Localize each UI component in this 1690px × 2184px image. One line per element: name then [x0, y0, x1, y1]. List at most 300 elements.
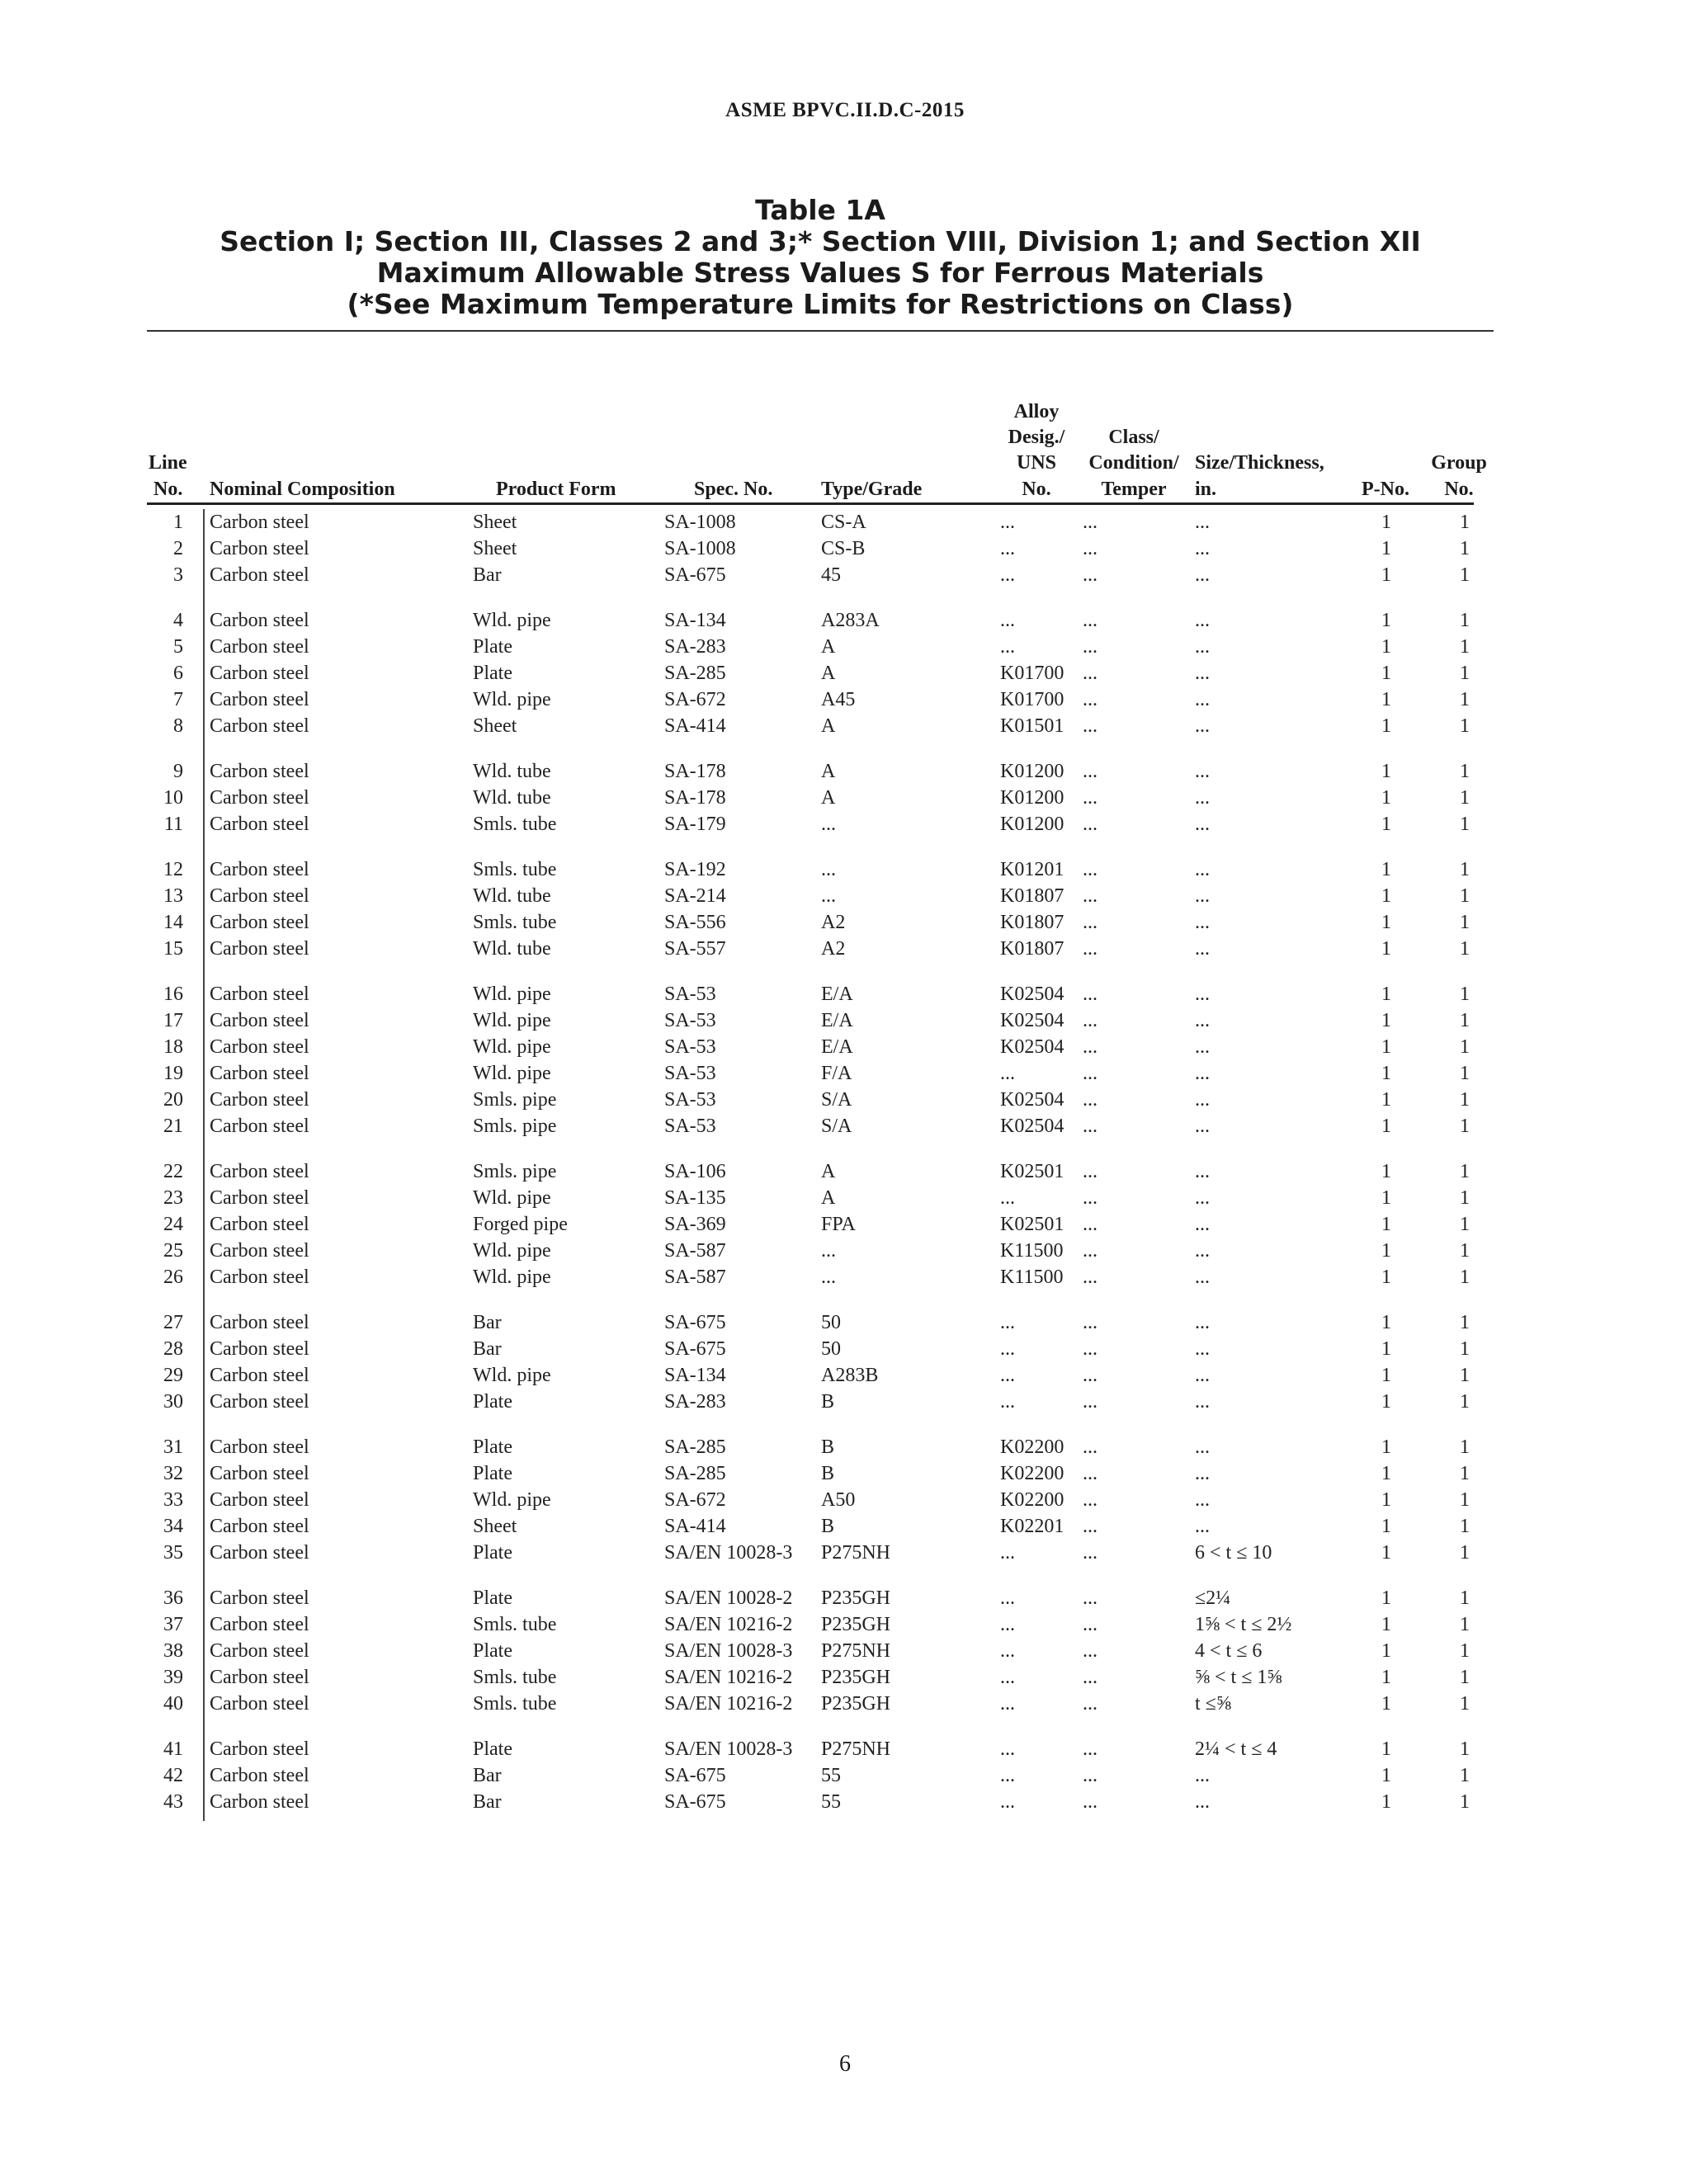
table-row	[0, 538, 1690, 564]
table-cell-p-no: 1	[1381, 1614, 1391, 1635]
table-cell-class: ...	[1083, 1587, 1098, 1609]
table-cell-uns-no: K02504	[1000, 1116, 1065, 1137]
table-row	[0, 1391, 1690, 1417]
table-cell-spec-no: SA-587	[664, 1240, 726, 1262]
table-cell-p-no: 1	[1381, 1463, 1391, 1484]
table-cell-class: ...	[1083, 1667, 1098, 1688]
table-cell-spec-no: SA-557	[664, 938, 726, 960]
table-cell-group-no: 1	[1460, 636, 1470, 658]
table-cell-size-thickness: ...	[1195, 715, 1210, 737]
table-cell-line-no: 1	[173, 512, 183, 533]
table-cell-composition: Carbon steel	[210, 1489, 309, 1511]
table-cell-line-no: 7	[173, 689, 183, 710]
table-row	[0, 1214, 1690, 1240]
table-cell-type-grade: P275NH	[821, 1640, 891, 1662]
table-cell-size-thickness: ...	[1195, 1214, 1210, 1235]
table-cell-p-no: 1	[1381, 1063, 1391, 1084]
table-cell-line-no: 15	[163, 938, 183, 960]
table-cell-uns-no: ...	[1000, 1063, 1015, 1084]
table-cell-uns-no: K02200	[1000, 1436, 1065, 1458]
table-cell-line-no: 39	[163, 1667, 183, 1688]
table-title-line-2: Section I; Section III, Classes 2 and 3;* Section VIII, Division 1; and Section XII	[220, 225, 1421, 257]
table-cell-product-form: Wld. pipe	[473, 689, 551, 710]
table-cell-size-thickness: ...	[1195, 1312, 1210, 1333]
table-cell-size-thickness: ...	[1195, 1161, 1210, 1182]
table-cell-class: ...	[1083, 1267, 1098, 1288]
table-cell-class: ...	[1083, 787, 1098, 809]
table-cell-spec-no: SA-283	[664, 1391, 726, 1413]
table-cell-group-no: 1	[1460, 1587, 1470, 1609]
table-cell-group-no: 1	[1460, 663, 1470, 684]
title-rule	[147, 330, 1494, 332]
table-cell-type-grade: ...	[821, 859, 836, 880]
table-cell-group-no: 1	[1460, 1489, 1470, 1511]
table-cell-group-no: 1	[1460, 885, 1470, 907]
table-cell-class: ...	[1083, 885, 1098, 907]
table-cell-spec-no: SA-53	[664, 1116, 716, 1137]
table-cell-p-no: 1	[1381, 715, 1391, 737]
table-cell-composition: Carbon steel	[210, 636, 309, 658]
col-header-class-2: Condition/	[1088, 452, 1179, 474]
table-cell-class: ...	[1083, 538, 1098, 559]
table-cell-spec-no: SA-675	[664, 1312, 726, 1333]
table-cell-spec-no: SA/EN 10216-2	[664, 1614, 793, 1635]
table-cell-composition: Carbon steel	[210, 663, 309, 684]
table-cell-composition: Carbon steel	[210, 885, 309, 907]
table-cell-group-no: 1	[1460, 1161, 1470, 1182]
table-cell-spec-no: SA-285	[664, 663, 726, 684]
table-cell-size-thickness: ...	[1195, 1338, 1210, 1360]
table-cell-size-thickness: ...	[1195, 1765, 1210, 1786]
table-cell-spec-no: SA-672	[664, 1489, 726, 1511]
table-cell-type-grade: A283A	[821, 610, 880, 631]
table-cell-composition: Carbon steel	[210, 1240, 309, 1262]
table-cell-p-no: 1	[1381, 984, 1391, 1005]
table-row	[0, 814, 1690, 840]
table-cell-uns-no: K02504	[1000, 984, 1065, 1005]
col-header-alloy-1: Alloy	[1013, 401, 1060, 422]
table-cell-group-no: 1	[1460, 1463, 1470, 1484]
table-cell-line-no: 13	[163, 885, 183, 907]
table-cell-class: ...	[1083, 1489, 1098, 1511]
table-cell-product-form: Bar	[473, 1765, 502, 1786]
table-row	[0, 912, 1690, 938]
table-cell-composition: Carbon steel	[210, 538, 309, 559]
table-cell-class: ...	[1083, 663, 1098, 684]
table-cell-p-no: 1	[1381, 689, 1391, 710]
table-cell-size-thickness: ...	[1195, 1463, 1210, 1484]
table-cell-line-no: 21	[163, 1116, 183, 1137]
table-cell-size-thickness: ...	[1195, 1791, 1210, 1813]
table-cell-spec-no: SA-283	[664, 636, 726, 658]
table-cell-product-form: Smls. tube	[473, 1693, 557, 1715]
table-cell-size-thickness: 6 < t ≤ 10	[1195, 1542, 1272, 1564]
table-cell-product-form: Wld. tube	[473, 761, 551, 782]
table-row	[0, 1187, 1690, 1214]
table-cell-group-no: 1	[1460, 1214, 1470, 1235]
table-cell-type-grade: B	[821, 1436, 835, 1458]
table-cell-size-thickness: ...	[1195, 512, 1210, 533]
table-row	[0, 715, 1690, 742]
table-row	[0, 1063, 1690, 1089]
table-cell-p-no: 1	[1381, 1338, 1391, 1360]
table-cell-p-no: 1	[1381, 1436, 1391, 1458]
table-cell-composition: Carbon steel	[210, 787, 309, 809]
table-cell-uns-no: ...	[1000, 1542, 1015, 1564]
table-cell-line-no: 8	[173, 715, 183, 737]
table-row	[0, 1463, 1690, 1489]
table-cell-spec-no: SA/EN 10028-3	[664, 1542, 793, 1564]
table-row	[0, 859, 1690, 885]
table-cell-type-grade: B	[821, 1391, 835, 1413]
table-cell-spec-no: SA-1008	[664, 512, 736, 533]
table-cell-group-no: 1	[1460, 938, 1470, 960]
running-header: ASME BPVC.II.D.C-2015	[725, 99, 965, 121]
table-cell-size-thickness: ...	[1195, 912, 1210, 933]
table-cell-product-form: Smls. tube	[473, 859, 557, 880]
table-cell-class: ...	[1083, 814, 1098, 835]
table-cell-line-no: 6	[173, 663, 183, 684]
table-cell-p-no: 1	[1381, 1240, 1391, 1262]
table-cell-product-form: Wld. tube	[473, 787, 551, 809]
table-cell-size-thickness: 4 < t ≤ 6	[1195, 1640, 1263, 1662]
table-cell-product-form: Plate	[473, 663, 512, 684]
table-cell-class: ...	[1083, 859, 1098, 880]
table-cell-product-form: Smls. pipe	[473, 1116, 557, 1137]
table-cell-composition: Carbon steel	[210, 1436, 309, 1458]
table-cell-type-grade: A	[821, 636, 836, 658]
table-cell-spec-no: SA-53	[664, 984, 716, 1005]
table-cell-group-no: 1	[1460, 1614, 1470, 1635]
table-cell-type-grade: P235GH	[821, 1693, 891, 1715]
table-cell-spec-no: SA-1008	[664, 538, 736, 559]
table-cell-uns-no: K02504	[1000, 1010, 1065, 1031]
table-row	[0, 1338, 1690, 1365]
table-row	[0, 1240, 1690, 1267]
table-cell-product-form: Plate	[473, 1463, 512, 1484]
col-header-type-grade: Type/Grade	[821, 479, 923, 500]
table-cell-group-no: 1	[1460, 814, 1470, 835]
col-header-size-2: in.	[1195, 479, 1217, 500]
table-cell-class: ...	[1083, 512, 1098, 533]
table-row	[0, 1010, 1690, 1036]
table-cell-class: ...	[1083, 1614, 1098, 1635]
table-cell-size-thickness: ≤2¼	[1195, 1587, 1231, 1609]
table-cell-product-form: Bar	[473, 1338, 502, 1360]
table-cell-composition: Carbon steel	[210, 1516, 309, 1537]
table-row	[0, 1161, 1690, 1187]
table-row	[0, 1640, 1690, 1667]
table-row	[0, 984, 1690, 1010]
table-cell-type-grade: CS-A	[821, 512, 866, 533]
table-row	[0, 689, 1690, 715]
col-header-p-no: P-No.	[1362, 479, 1409, 500]
table-cell-line-no: 32	[163, 1463, 183, 1484]
table-cell-class: ...	[1083, 1765, 1098, 1786]
table-cell-product-form: Plate	[473, 1391, 512, 1413]
col-header-class-1: Class/	[1108, 427, 1159, 448]
table-cell-line-no: 9	[173, 761, 183, 782]
table-cell-type-grade: P235GH	[821, 1587, 891, 1609]
table-cell-line-no: 25	[163, 1240, 183, 1262]
table-cell-type-grade: 50	[821, 1312, 841, 1333]
table-cell-class: ...	[1083, 1463, 1098, 1484]
table-cell-group-no: 1	[1460, 1693, 1470, 1715]
table-cell-product-form: Smls. pipe	[473, 1161, 557, 1182]
table-cell-class: ...	[1083, 984, 1098, 1005]
table-cell-type-grade: A45	[821, 689, 856, 710]
table-cell-spec-no: SA-556	[664, 912, 726, 933]
table-cell-group-no: 1	[1460, 610, 1470, 631]
table-cell-size-thickness: 2¼ < t ≤ 4	[1195, 1738, 1277, 1760]
table-cell-spec-no: SA/EN 10028-3	[664, 1738, 793, 1760]
table-cell-composition: Carbon steel	[210, 1365, 309, 1386]
table-cell-composition: Carbon steel	[210, 1542, 309, 1564]
table-cell-composition: Carbon steel	[210, 1036, 309, 1058]
table-cell-spec-no: SA-675	[664, 564, 726, 586]
table-cell-size-thickness: ...	[1195, 761, 1210, 782]
table-cell-class: ...	[1083, 715, 1098, 737]
table-cell-product-form: Wld. pipe	[473, 984, 551, 1005]
table-cell-p-no: 1	[1381, 885, 1391, 907]
table-cell-product-form: Wld. pipe	[473, 1010, 551, 1031]
table-cell-size-thickness: ...	[1195, 1436, 1210, 1458]
table-cell-type-grade: FPA	[821, 1214, 856, 1235]
table-cell-p-no: 1	[1381, 787, 1391, 809]
table-cell-product-form: Bar	[473, 1312, 502, 1333]
table-cell-group-no: 1	[1460, 1312, 1470, 1333]
table-cell-line-no: 26	[163, 1267, 183, 1288]
table-row	[0, 1489, 1690, 1516]
col-header-line-no-1: Line	[149, 452, 187, 474]
table-cell-group-no: 1	[1460, 689, 1470, 710]
table-cell-product-form: Sheet	[473, 715, 517, 737]
table-cell-spec-no: SA-192	[664, 859, 726, 880]
table-cell-spec-no: SA-587	[664, 1267, 726, 1288]
table-title-line-3: Maximum Allowable Stress Values S for Ferrous Materials	[376, 257, 1264, 289]
table-cell-composition: Carbon steel	[210, 1791, 309, 1813]
table-cell-line-no: 2	[173, 538, 183, 559]
table-cell-type-grade: 50	[821, 1338, 841, 1360]
table-cell-spec-no: SA/EN 10028-3	[664, 1640, 793, 1662]
table-cell-p-no: 1	[1381, 1693, 1391, 1715]
table-cell-line-no: 31	[163, 1436, 183, 1458]
table-cell-p-no: 1	[1381, 1738, 1391, 1760]
table-cell-spec-no: SA-178	[664, 787, 726, 809]
table-cell-product-form: Sheet	[473, 538, 517, 559]
table-cell-composition: Carbon steel	[210, 1187, 309, 1209]
table-cell-line-no: 20	[163, 1089, 183, 1111]
page-number: 6	[839, 2051, 851, 2077]
table-cell-group-no: 1	[1460, 1338, 1470, 1360]
table-cell-type-grade: S/A	[821, 1116, 852, 1137]
table-cell-size-thickness: ...	[1195, 1365, 1210, 1386]
table-cell-p-no: 1	[1381, 1267, 1391, 1288]
table-cell-composition: Carbon steel	[210, 1463, 309, 1484]
table-cell-spec-no: SA-285	[664, 1463, 726, 1484]
table-cell-uns-no: K02504	[1000, 1036, 1065, 1058]
table-cell-uns-no: K02501	[1000, 1214, 1065, 1235]
table-row	[0, 636, 1690, 663]
table-cell-spec-no: SA-134	[664, 610, 726, 631]
table-cell-uns-no: K02504	[1000, 1089, 1065, 1111]
table-cell-line-no: 19	[163, 1063, 183, 1084]
table-cell-product-form: Plate	[473, 1587, 512, 1609]
table-cell-product-form: Smls. tube	[473, 1614, 557, 1635]
table-cell-type-grade: A50	[821, 1489, 856, 1511]
table-cell-line-no: 18	[163, 1036, 183, 1058]
table-cell-product-form: Plate	[473, 1738, 512, 1760]
table-cell-product-form: Wld. pipe	[473, 1036, 551, 1058]
table-cell-p-no: 1	[1381, 1312, 1391, 1333]
table-cell-spec-no: SA-414	[664, 715, 726, 737]
table-cell-uns-no: ...	[1000, 1693, 1015, 1715]
table-cell-class: ...	[1083, 1063, 1098, 1084]
table-cell-product-form: Plate	[473, 636, 512, 658]
table-cell-type-grade: E/A	[821, 1010, 853, 1031]
header-rule	[147, 502, 1474, 505]
table-cell-composition: Carbon steel	[210, 1010, 309, 1031]
table-cell-product-form: Wld. pipe	[473, 610, 551, 631]
table-cell-size-thickness: ...	[1195, 1391, 1210, 1413]
table-cell-size-thickness: ⅝ < t ≤ 1⅝	[1195, 1667, 1282, 1688]
col-header-alloy-4: No.	[1022, 479, 1051, 500]
table-cell-type-grade: P275NH	[821, 1738, 891, 1760]
table-cell-product-form: Forged pipe	[473, 1214, 568, 1235]
table-cell-product-form: Plate	[473, 1542, 512, 1564]
table-cell-group-no: 1	[1460, 1436, 1470, 1458]
table-cell-uns-no: ...	[1000, 512, 1015, 533]
table-cell-uns-no: K01200	[1000, 814, 1065, 835]
table-cell-class: ...	[1083, 761, 1098, 782]
table-cell-spec-no: SA-285	[664, 1436, 726, 1458]
table-cell-spec-no: SA-214	[664, 885, 726, 907]
col-header-line-no-2: No.	[153, 479, 183, 500]
table-cell-p-no: 1	[1381, 512, 1391, 533]
table-cell-spec-no: SA-675	[664, 1765, 726, 1786]
table-cell-class: ...	[1083, 1161, 1098, 1182]
table-cell-product-form: Bar	[473, 564, 502, 586]
table-cell-line-no: 12	[163, 859, 183, 880]
table-cell-uns-no: ...	[1000, 1614, 1015, 1635]
table-cell-class: ...	[1083, 1338, 1098, 1360]
table-cell-line-no: 30	[163, 1391, 183, 1413]
table-cell-p-no: 1	[1381, 1765, 1391, 1786]
table-cell-p-no: 1	[1381, 564, 1391, 586]
table-cell-type-grade: E/A	[821, 984, 853, 1005]
table-cell-uns-no: K02200	[1000, 1463, 1065, 1484]
table-cell-group-no: 1	[1460, 787, 1470, 809]
table-cell-line-no: 3	[173, 564, 183, 586]
table-cell-type-grade: A2	[821, 912, 846, 933]
table-cell-product-form: Sheet	[473, 1516, 517, 1537]
table-cell-line-no: 23	[163, 1187, 183, 1209]
table-cell-composition: Carbon steel	[210, 1614, 309, 1635]
table-cell-composition: Carbon steel	[210, 1214, 309, 1235]
table-cell-spec-no: SA-675	[664, 1791, 726, 1813]
table-cell-line-no: 22	[163, 1161, 183, 1182]
col-header-alloy-2: Desig./	[1008, 427, 1065, 448]
table-cell-type-grade: A	[821, 1187, 836, 1209]
table-cell-group-no: 1	[1460, 1365, 1470, 1386]
table-cell-composition: Carbon steel	[210, 859, 309, 880]
table-cell-uns-no: K02200	[1000, 1489, 1065, 1511]
table-cell-class: ...	[1083, 1089, 1098, 1111]
table-cell-class: ...	[1083, 1436, 1098, 1458]
table-cell-spec-no: SA-53	[664, 1010, 716, 1031]
table-cell-type-grade: P235GH	[821, 1614, 891, 1635]
table-cell-class: ...	[1083, 1791, 1098, 1813]
col-header-nominal-composition: Nominal Composition	[210, 479, 395, 500]
table-cell-group-no: 1	[1460, 984, 1470, 1005]
table-cell-size-thickness: ...	[1195, 984, 1210, 1005]
table-cell-p-no: 1	[1381, 1116, 1391, 1137]
table-cell-composition: Carbon steel	[210, 715, 309, 737]
table-title-line-4: (*See Maximum Temperature Limits for Restrictions on Class)	[347, 288, 1294, 320]
table-cell-group-no: 1	[1460, 564, 1470, 586]
table-cell-size-thickness: ...	[1195, 1489, 1210, 1511]
table-cell-uns-no: K02501	[1000, 1161, 1065, 1182]
table-cell-spec-no: SA-53	[664, 1063, 716, 1084]
table-cell-composition: Carbon steel	[210, 814, 309, 835]
table-cell-spec-no: SA/EN 10028-2	[664, 1587, 793, 1609]
table-cell-group-no: 1	[1460, 512, 1470, 533]
table-cell-composition: Carbon steel	[210, 1693, 309, 1715]
table-cell-group-no: 1	[1460, 1791, 1470, 1813]
table-cell-uns-no: K01201	[1000, 859, 1065, 880]
col-header-class-3: Temper	[1101, 479, 1167, 500]
table-cell-uns-no: K01807	[1000, 912, 1065, 933]
table-cell-p-no: 1	[1381, 1036, 1391, 1058]
table-cell-group-no: 1	[1460, 761, 1470, 782]
table-cell-class: ...	[1083, 689, 1098, 710]
col-header-product-form: Product Form	[496, 479, 616, 500]
table-cell-line-no: 27	[163, 1312, 183, 1333]
table-cell-product-form: Wld. pipe	[473, 1063, 551, 1084]
table-cell-uns-no: ...	[1000, 1587, 1015, 1609]
table-cell-p-no: 1	[1381, 859, 1391, 880]
table-cell-uns-no: ...	[1000, 1765, 1015, 1786]
table-cell-p-no: 1	[1381, 663, 1391, 684]
table-cell-line-no: 38	[163, 1640, 183, 1662]
table-row	[0, 1587, 1690, 1614]
table-cell-composition: Carbon steel	[210, 1667, 309, 1688]
table-row	[0, 1089, 1690, 1116]
table-cell-line-no: 42	[163, 1765, 183, 1786]
table-cell-p-no: 1	[1381, 1516, 1391, 1537]
table-cell-composition: Carbon steel	[210, 912, 309, 933]
table-cell-product-form: Wld. pipe	[473, 1240, 551, 1262]
table-cell-type-grade: 45	[821, 564, 841, 586]
table-cell-type-grade: ...	[821, 814, 836, 835]
table-cell-product-form: Smls. tube	[473, 912, 557, 933]
table-cell-group-no: 1	[1460, 1640, 1470, 1662]
table-cell-p-no: 1	[1381, 1791, 1391, 1813]
table-cell-composition: Carbon steel	[210, 1738, 309, 1760]
table-cell-class: ...	[1083, 938, 1098, 960]
table-cell-composition: Carbon steel	[210, 610, 309, 631]
table-cell-size-thickness: ...	[1195, 689, 1210, 710]
table-cell-group-no: 1	[1460, 1010, 1470, 1031]
table-cell-line-no: 10	[163, 787, 183, 809]
table-cell-spec-no: SA-135	[664, 1187, 726, 1209]
table-cell-size-thickness: ...	[1195, 1036, 1210, 1058]
table-cell-line-no: 40	[163, 1693, 183, 1715]
table-row	[0, 663, 1690, 689]
table-cell-spec-no: SA/EN 10216-2	[664, 1667, 793, 1688]
table-cell-line-no: 14	[163, 912, 183, 933]
table-cell-group-no: 1	[1460, 1089, 1470, 1111]
